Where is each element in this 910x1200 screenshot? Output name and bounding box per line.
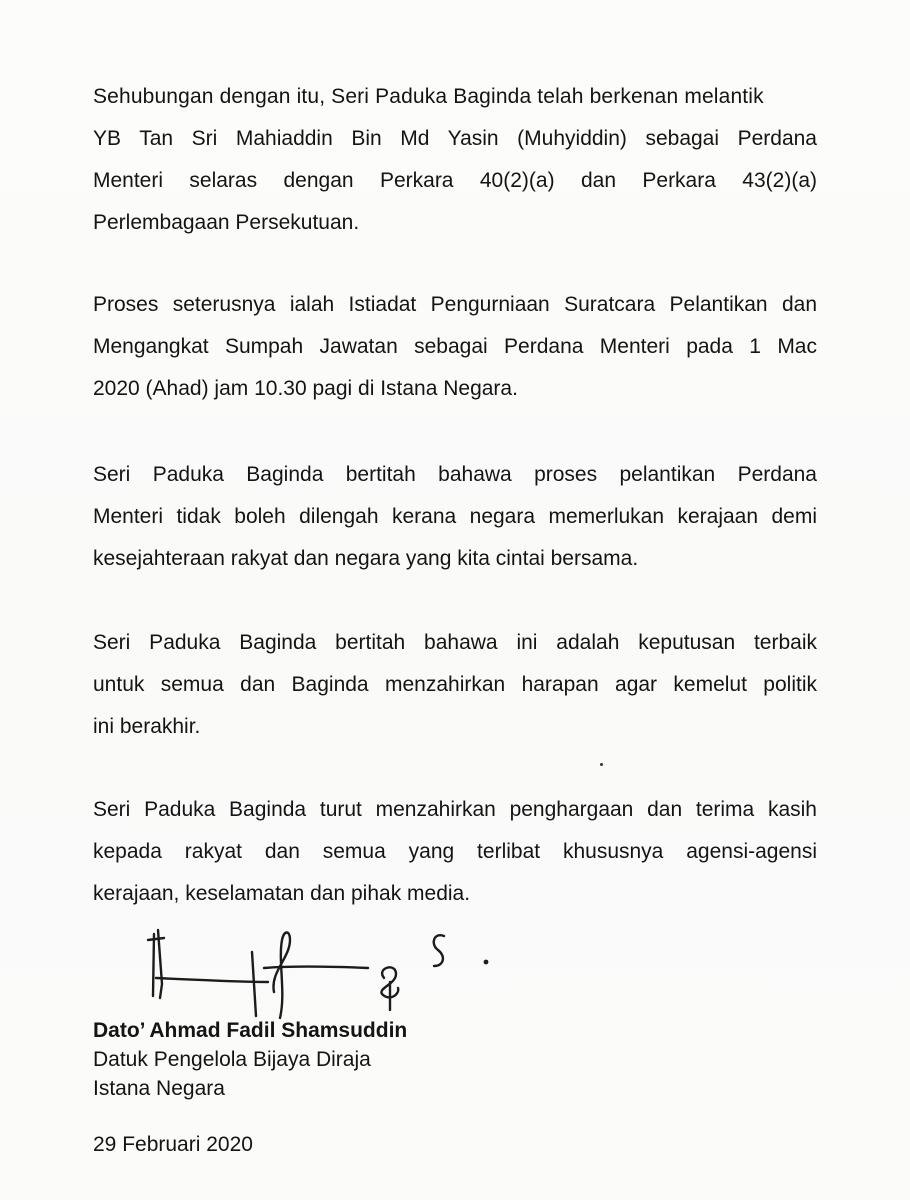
signatory-block xyxy=(93,1016,407,1103)
paragraph-decree-urgency xyxy=(93,454,817,580)
signatory-office: Istana Negara xyxy=(93,1077,225,1100)
paragraph-appointment xyxy=(93,76,817,244)
paragraph-line: Seri Paduka Baginda bertitah bahawa proses pelantikan Perdana xyxy=(93,463,817,486)
paragraph-line: 2020 (Ahad) jam 10.30 pagi di Istana Negara. xyxy=(93,377,518,400)
paragraph-line: Seri Paduka Baginda turut menzahirkan penghargaan dan terima kasih xyxy=(93,798,817,821)
paragraph-line: Proses seterusnya ialah Istiadat Pengurniaan Suratcara Pelantikan dan xyxy=(93,293,817,316)
paragraph-line: Perlembagaan Persekutuan. xyxy=(93,211,360,234)
paragraph-line: ini berakhir. xyxy=(93,715,201,738)
paragraph-line: Mengangkat Sumpah Jawatan sebagai Perdana Menteri pada 1 Mac xyxy=(93,335,817,358)
paragraph-line: kepada rakyat dan semua yang terlibat khususnya agensi-agensi xyxy=(93,840,817,863)
letter-date: 29 Februari 2020 xyxy=(93,1133,253,1156)
paragraph-line: Menteri selaras dengan Perkara 40(2)(a) dan Perkara 43(2)(a) xyxy=(93,169,817,192)
signatory-name: Dato’ Ahmad Fadil Shamsuddin xyxy=(93,1019,408,1042)
paper-speck xyxy=(600,763,603,766)
handwritten-signature xyxy=(140,922,510,1022)
paragraph-decree-best-decision xyxy=(93,622,817,748)
paragraph-line: Menteri tidak boleh dilengah kerana negara memerlukan kerajaan demi xyxy=(93,505,817,528)
paragraph-line: Seri Paduka Baginda bertitah bahawa ini adalah keputusan terbaik xyxy=(93,631,817,654)
paragraph-line: untuk semua dan Baginda menzahirkan harapan agar kemelut politik xyxy=(93,673,817,696)
paragraph-ceremony xyxy=(93,284,817,410)
paragraph-line: Sehubungan dengan itu, Seri Paduka Baginda telah berkenan melantik xyxy=(93,85,764,108)
signatory-title: Datuk Pengelola Bijaya Diraja xyxy=(93,1048,371,1071)
paragraph-line: YB Tan Sri Mahiaddin Bin Md Yasin (Muhyiddin) sebagai Perdana xyxy=(93,127,817,150)
paragraph-line: kerajaan, keselamatan dan pihak media. xyxy=(93,882,471,905)
paragraph-line: kesejahteraan rakyat dan negara yang kita cintai bersama. xyxy=(93,547,639,570)
paragraph-appreciation xyxy=(93,789,817,915)
